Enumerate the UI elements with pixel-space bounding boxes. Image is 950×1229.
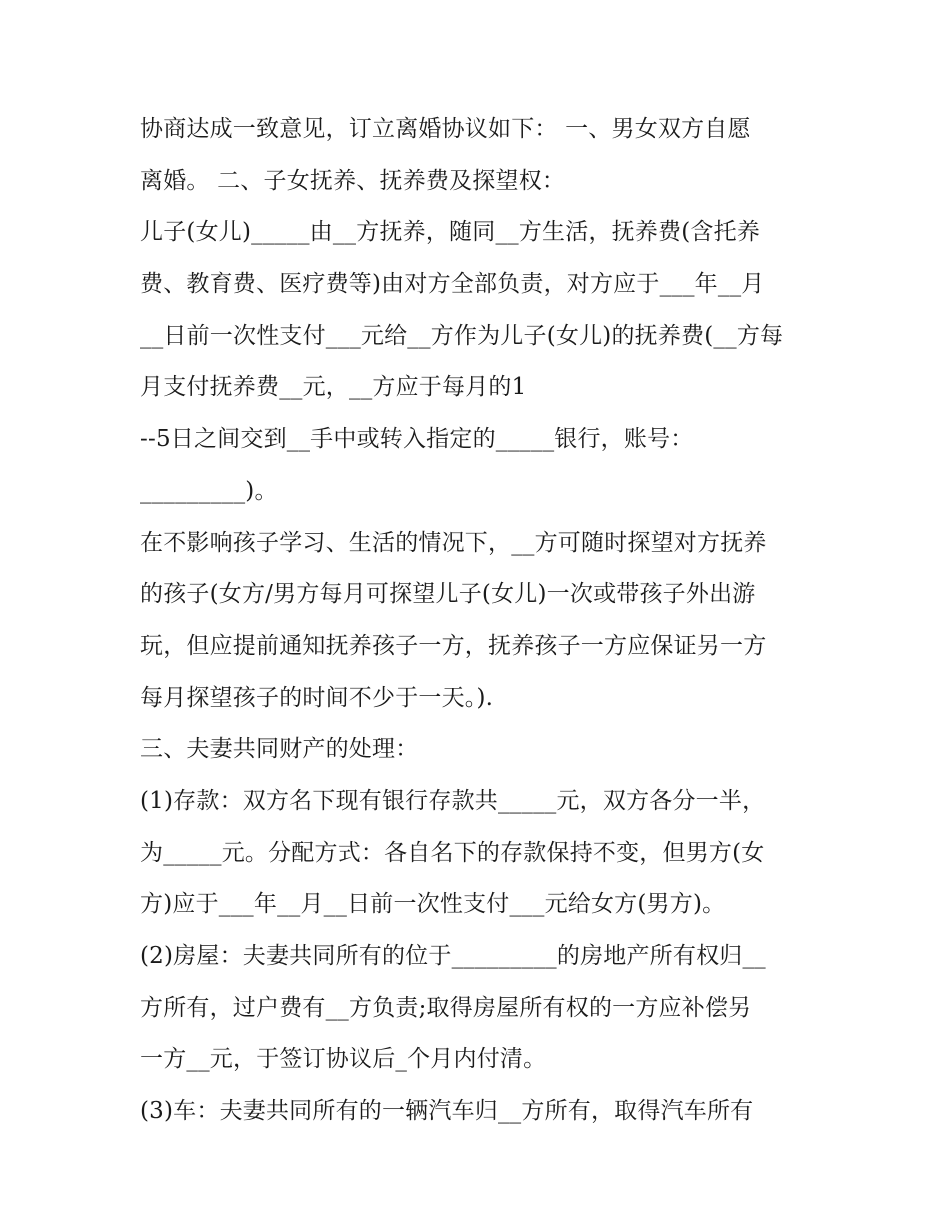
text-line: 方)应于___年__月__日前一次性支付___元给女方(男方)。 xyxy=(140,891,726,918)
text-line: (3)车：夫妻共同所有的一辆汽车归__方所有，取得汽车所有 xyxy=(140,1098,754,1125)
text-line: 儿子(女儿)_____由__方抚养，随同__方生活，抚养费(含托养 xyxy=(140,219,761,246)
text-line: 离婚。 二、子女抚养、抚养费及探望权： xyxy=(140,167,566,194)
text-line: --5日之间交到__手中或转入指定的_____银行，账号： xyxy=(140,426,694,453)
text-line: 协商达成一致意见，订立离婚协议如下： 一、男女双方自愿 xyxy=(140,116,751,142)
text-line: (2)房屋：夫妻共同所有的位于_________的房地产所有权归__ xyxy=(140,943,766,969)
agreement-body-text xyxy=(140,104,820,1138)
section-heading: 三、夫妻共同财产的处理： xyxy=(140,736,419,763)
text-line: 的孩子(女方/男方每月可探望儿子(女儿)一次或带孩子外出游 xyxy=(140,581,756,608)
text-line: (1)存款：双方名下现有银行存款共_____元，双方各分一半， xyxy=(140,787,766,814)
text-line: 为_____元。分配方式：各自名下的存款保持不变，但男方(女 xyxy=(140,839,765,866)
text-line: 在不影响孩子学习、生活的情况下，__方可随时探望对方抚养 xyxy=(140,529,767,556)
text-line: 费、教育费、医疗费等)由对方全部负责，对方应于___年__月 xyxy=(140,271,765,298)
text-line: 每月探望孩子的时间不少于一天。). xyxy=(140,684,494,711)
text-line: __日前一次性支付___元给__方作为儿子(女儿)的抚养费(__方每 xyxy=(140,322,784,349)
text-line: 方所有，过户费有__方负责;取得房屋所有权的一方应补偿另 xyxy=(140,994,752,1021)
text-line: 月支付抚养费__元，__方应于每月的1 xyxy=(140,374,527,401)
text-line: 一方__元，于签订协议后_个月内付清。 xyxy=(140,1046,547,1073)
text-line: _________)。 xyxy=(140,477,278,504)
text-line: 玩，但应提前通知抚养孩子一方，抚养孩子一方应保证另一方 xyxy=(140,632,767,659)
